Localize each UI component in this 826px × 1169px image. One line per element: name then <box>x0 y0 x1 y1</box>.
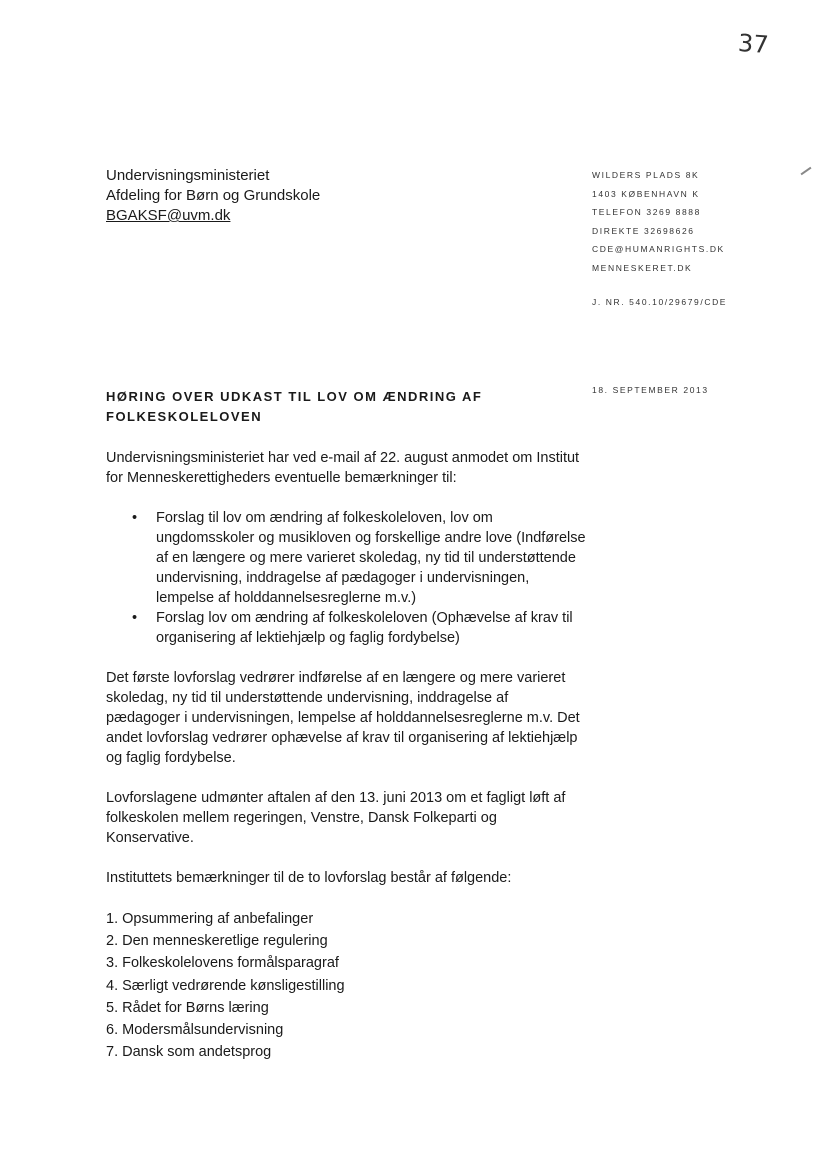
letter-date: 18. SEPTEMBER 2013 <box>592 385 709 395</box>
remarks-list-item: 3. Folkeskolelovens formålsparagraf <box>106 955 339 972</box>
journal-number: J. NR. 540.10/29679/CDE <box>592 297 728 307</box>
sender-email: CDE@HUMANRIGHTS.DK <box>592 244 725 255</box>
recipient-email-link[interactable]: BGAKSF@uvm.dk <box>106 207 231 224</box>
recipient-ministry: Undervisningsministeriet <box>106 167 270 184</box>
remarks-list <box>106 908 586 1063</box>
recipient-department: Afdeling for Børn og Grundskole <box>106 187 321 204</box>
sender-address <box>592 166 725 278</box>
remarks-list-item: 4. Særligt vedrørende kønsligestilling <box>106 977 345 994</box>
sender-city: 1403 KØBENHAVN K <box>592 188 700 199</box>
document-body <box>106 448 586 1063</box>
paragraph-remarks-intro: Instituttets bemærkninger til de to lovforslag består af følgende: <box>106 870 512 886</box>
tick-mark <box>801 167 812 176</box>
document-heading: HØRING OVER UDKAST TIL LOV OM ÆNDRING AF FOLKESKOLELOVEN <box>106 389 483 424</box>
remarks-list-item: 5. Rådet for Børns læring <box>106 999 269 1016</box>
page-number: 37 <box>737 28 770 60</box>
paragraph-first-bill: Det første lovforslag vedrører indførelse af en længere og mere varieret skoledag, ny tid til understøttende undervisning, inddragelse af pædagoger i undervisningen, lempelse af holddannelsesreglerne m.v. Det andet lovforslag vedrører ophævelse af krav til organisering af lektiehjælp og faglig fordybelse. <box>106 670 580 766</box>
paragraph-agreement: Lovforslagene udmønter aftalen af den 13. juni 2013 om et fagligt løft af folkeskolen mellem regeringen, Venstre, Dansk Folkeparti og Konservative. <box>106 790 566 846</box>
sender-phone: TELEFON 3269 8888 <box>592 207 701 218</box>
remarks-list-item: 2. Den menneskeretlige regulering <box>106 933 328 950</box>
bill-item: • Forslag lov om ændring af folkeskoleloven (Ophævelse af krav til organisering af lektiehjælp og faglig fordybelse) <box>156 608 586 648</box>
bill-list <box>106 508 586 648</box>
remarks-list-item: 6. Modersmålsundervisning <box>106 1021 284 1038</box>
bill-item: • Forslag til lov om ændring af folkeskoleloven, lov om ungdomsskoler og musikloven og forskellige andre love (Indførelse af en længere og mere varieret skoledag, ny tid til understøttende undervisning, inddragelse af pædagoger i undervisningen, lempelse af holddannelsesreglerne m.v.) <box>156 508 586 608</box>
remarks-list-item: 1. Opsummering af anbefalinger <box>106 911 314 927</box>
sender-direct-phone: DIREKTE 32698626 <box>592 225 695 236</box>
sender-street: WILDERS PLADS 8K <box>592 170 700 180</box>
remarks-list-item: 7. Dansk som andetsprog <box>106 1044 272 1061</box>
paragraph-intro: Undervisningsministeriet har ved e-mail af 22. august anmodet om Institut for Menneskerettigheders eventuelle bemærkninger til: <box>106 450 580 486</box>
recipient-address <box>106 166 320 226</box>
sender-website: MENNESKERET.DK <box>592 262 693 273</box>
